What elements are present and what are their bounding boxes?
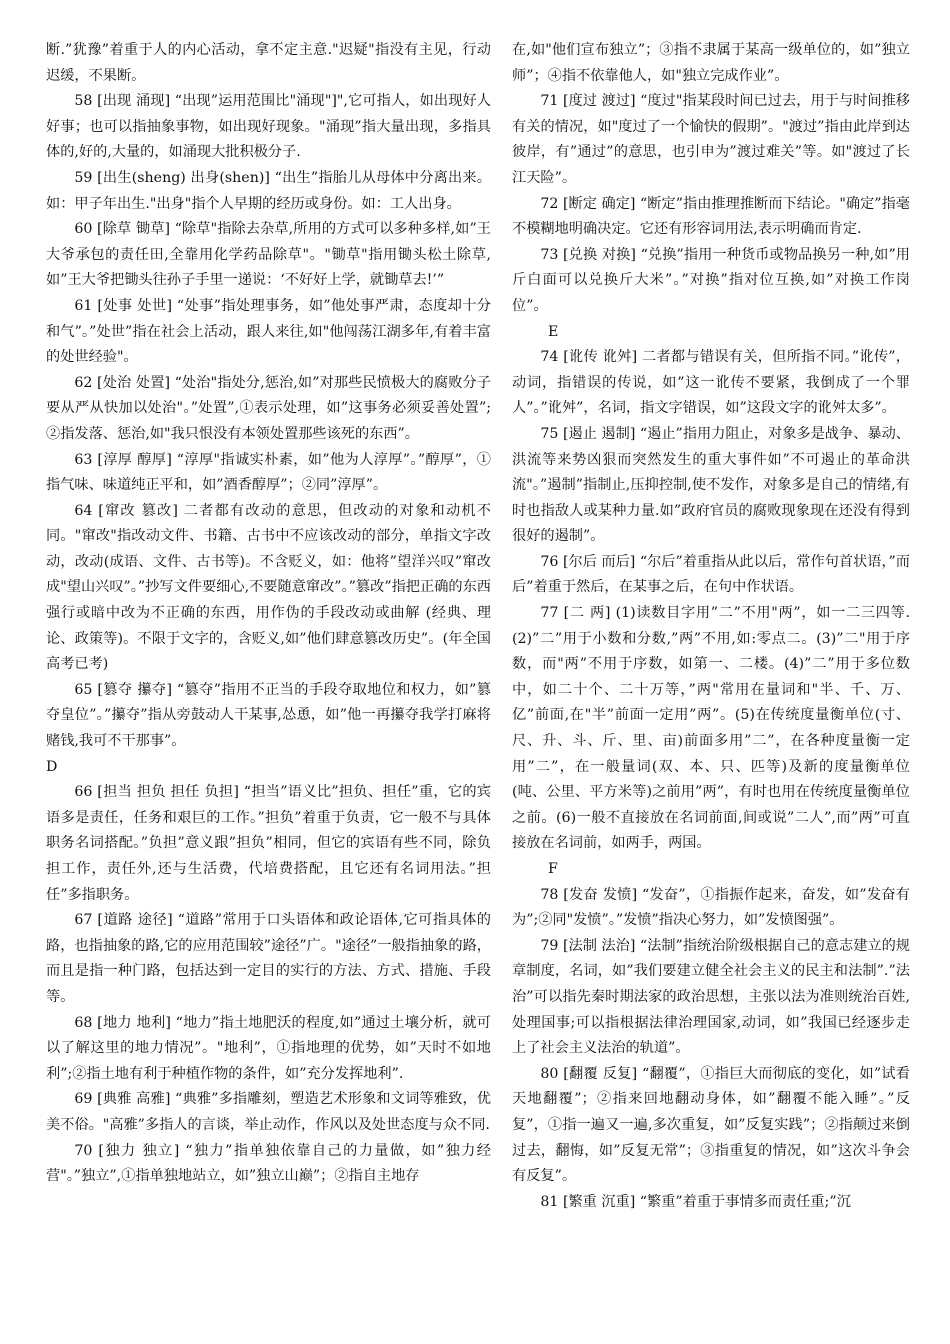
dictionary-entry: 78 [发奋 发愤] “发奋”，①指振作起来，奋发，如”发奋有为”;②同"发愤”。”发愤”指决心努力，如”发愤图强”。 <box>512 886 910 929</box>
dictionary-entry: 81 [繁重 沉重] “繁重”着重于事情多而责任重;”沉 <box>540 1193 851 1210</box>
dictionary-entry: 71 [度过 渡过] “度过"指某段时间已过去，用于与时间推移有关的情况，如"度过了一个愉快的假期”。"渡过”指由此岸到达彼岸，有”通过”的意思，也引申为”渡过难关”等。如"渡过了长江天险”。 <box>512 93 910 186</box>
dictionary-entry: 59 [出生(sheng) 出身(shen)] “出生”指胎儿从母体中分离出来。如：甲子年出生."出身"指个人早期的经历或身份。如：工人出身。 <box>46 169 491 212</box>
dictionary-entry: 61 [处事 处世] “处事”指处理事务，如”他处事严肃，态度却十分和气”。”处世”指在社会上活动，跟人来往,如"他闯荡江湖多年,有着丰富的处世经验"。 <box>46 297 491 366</box>
dictionary-entry: 68 [地力 地利] “地力”指土地肥沃的程度,如”通过土壤分析，就可以了解这里的地力情况”。"地利”，①指地理的优势，如”天时不如地利”;②指土地有利于种植作物的条件，如”充分发挥地利”. <box>46 1014 491 1082</box>
section-letter: D <box>46 758 58 775</box>
dictionary-entry: 70 [独力 独立] “独力”指单独依靠自己的力量做，如”独力经营"。”独立”,①指单独地站立，如”独立山巅”；②指自主地存 <box>46 1142 491 1185</box>
dictionary-entry: 76 [尔后 而后] “尔后”着重指从此以后，常作句首状语，”而后”着重于然后，在某事之后，在句中作状语。 <box>512 553 910 596</box>
dictionary-entry: 60 [除草 锄草] “除草"指除去杂草,所用的方式可以多种多样,如”王大爷承包的责任田,全靠用化学药品除草"。"锄草"指用锄头松土除草,如”王大爷把锄头往孙子手里一递说：‘不好好上学，就锄草去!’” <box>46 221 491 289</box>
dictionary-entry: 74 [讹传 讹舛] 二者都与错误有关，但所指不同。”讹传”，动词，指错误的传说，如”这一讹传不要紧，我倒成了一个罪人”。”讹舛”，名词，指文字错误，如”这段文字的讹舛太多”。 <box>512 349 910 417</box>
section-letter: E <box>548 323 559 340</box>
dictionary-entry: 64 [窜改 篡改] 二者都有改动的意思，但改动的对象和动机不同。"窜改"指改动文件、书籍、古书中不应该改动的部分，单指文字改动，改动(成语、文件、古书等)。不含贬义，如：他将”望洋兴叹”窜改成"望山兴叹”。”抄写文件要细心,不要随意窜改”。”篡改”指把正确的东西强行或暗中改为不正确的东西，用作伪的手段改动或曲解 (经典、理论、政策等)。不限于文字的，含贬义,如”他们肆意篡改历史”。(年全国高考已考) <box>46 502 491 673</box>
dictionary-entry: 75 [遏止 遏制] “遏止”指用力阻止，对象多是战争、暴动、洪流等来势凶狠而突然发生的重大事件如”不可遏止的革命洪流"。”遏制”指制止,压抑控制,使不发作，对象多是自己的情绪,有时也指敌人或某种力量.如”政府官员的腐败现象现在还没有得到很好的遏制”。 <box>512 425 910 545</box>
dictionary-entry: 69 [典雅 高雅] “典雅”多指雕刻，塑造艺术形象和文词等雅致，优美不俗。"高雅”多指人的言谈，举止动作，作风以及处世态度与众不同. <box>46 1091 491 1133</box>
dictionary-entry: 63 [淳厚 醇厚] “淳厚"指诚实朴素，如”他为人淳厚”。”醇厚”，①指气味、味道纯正平和，如”酒香醇厚”；②同”淳厚”。 <box>46 451 491 494</box>
dictionary-entry: 80 [翻覆 反复] “翻覆”，①指巨大而彻底的变化，如”试看天地翻覆”；②指来回地翻动身体，如”翻覆不能入睡”。”反复”，①指一遍又一遍,多次重复，如”反复实践”；②指颠过来倒过去，翻悔，如”反复无常”；③指重复的情况，如”这次斗争会有反复”。 <box>512 1065 910 1185</box>
dictionary-entry: 67 [道路 途径] “道路”常用于口头语体和政论语体,它可指具体的路，也指抽象的路,它的应用范围较”途径”广。"途径”一般指抽象的路，而且是指一种门路，包括达到一定目的实行的方法、方式、措施、手段等。 <box>46 912 491 1005</box>
continued-paragraph: 断.”犹豫”着重于人的内心活动，拿不定主意."迟疑"指没有主见，行动迟缓，不果断。 <box>46 42 491 84</box>
dictionary-entry: 65 [篡夺 攥夺] “篡夺”指用不正当的手段夺取地位和权力，如”篡夺皇位”。”攥夺”指从旁鼓动人干某事,怂恿，如”他一再攥夺我学打麻将赌钱,我可不干那事”。 <box>46 681 491 750</box>
right-column <box>512 38 910 1215</box>
dictionary-entry: 79 [法制 法治] “法制”指统治阶级根据自己的意志建立的规章制度，名词，如”我们要建立健全社会主义的民主和法制”.”法治”可以指先秦时期法家的政治思想，主张以法为准则统治百姓,处理国事;可以指根据法律治理国家,动词，如”我国已经逐步走上了社会主义法治的轨道”。 <box>512 937 910 1057</box>
dictionary-entry: 77 [二 两] (1)读数目字用”二”不用"两”，如一二三四等.(2)”二”用于小数和分数,”两”不用,如:零点二。(3)”二"用于序数，而"两”不用于序数，如第一、二楼。(4)”二”用于多位数中，如二十个、二十万等，”两"常用在量词和"半、千、万、亿”前面,在"半”前面一定用”两”。(5)在传统度量衡单位(寸、尺、升、斗、斤、里、亩)前面多用”二”，在各种度量衡一定用”二”，在一般量词(双、本、只、匹等)及新的度量衡单位(吨、公里、平方米等)之前用”两”，有时也用在传统度量衡单位之前。(6)一般不直接放在名词前面,间或说”二人”,而”两”可直接放在名词前，如两手，两国。 <box>512 605 910 852</box>
dictionary-entry: 58 [出现 涌现] “出现”运用范围比"涌现"]",它可指人，如出现好人好事；也可以指抽象事物，如出现好现象。"涌现”指大量出现，多指具体的,好的,大量的，如涌现大批积极分子. <box>46 93 491 161</box>
dictionary-entry: 73 [兑换 对换] “兑换”指用一种货币或物品换另一种,如”用斤白面可以兑换斤大米”。”对换”指对位互换,如”对换工作岗位”。 <box>512 246 910 314</box>
section-letter: F <box>548 861 558 877</box>
dictionary-entry: 66 [担当 担负 担任 负担] “担当”语义比”担负、担任”重，它的宾语多是责任，任务和艰巨的工作。”担负”着重于负责，它一般不与具体职务名词搭配。”负担”意义跟”担负”相同，但它的宾语有些不同，除负担工作，责任外,还与生活费，代培费搭配，且它还有名词用法。”担任”多指职务。 <box>46 784 491 903</box>
left-column <box>46 38 491 1190</box>
dictionary-entry: 72 [断定 确定] “断定”指由推理推断而下结论。"确定”指毫不模糊地明确决定。它还有形容词用法,表示明确而肯定. <box>512 195 910 238</box>
dictionary-entry: 62 [处治 处置] “处治"指处分,惩治,如”对那些民愤极大的腐败分子要从严从快加以处治"。”处置”,①表示处理，如”这事务必须妥善处置”;②指发落、惩治,如"我只恨没有本领处置那些该死的东西”。 <box>46 374 491 442</box>
continued-paragraph: 在,如"他们宣布独立”；③指不隶属于某高一级单位的，如”独立师”；④指不依靠他人，如"独立完成作业”。 <box>512 42 910 84</box>
